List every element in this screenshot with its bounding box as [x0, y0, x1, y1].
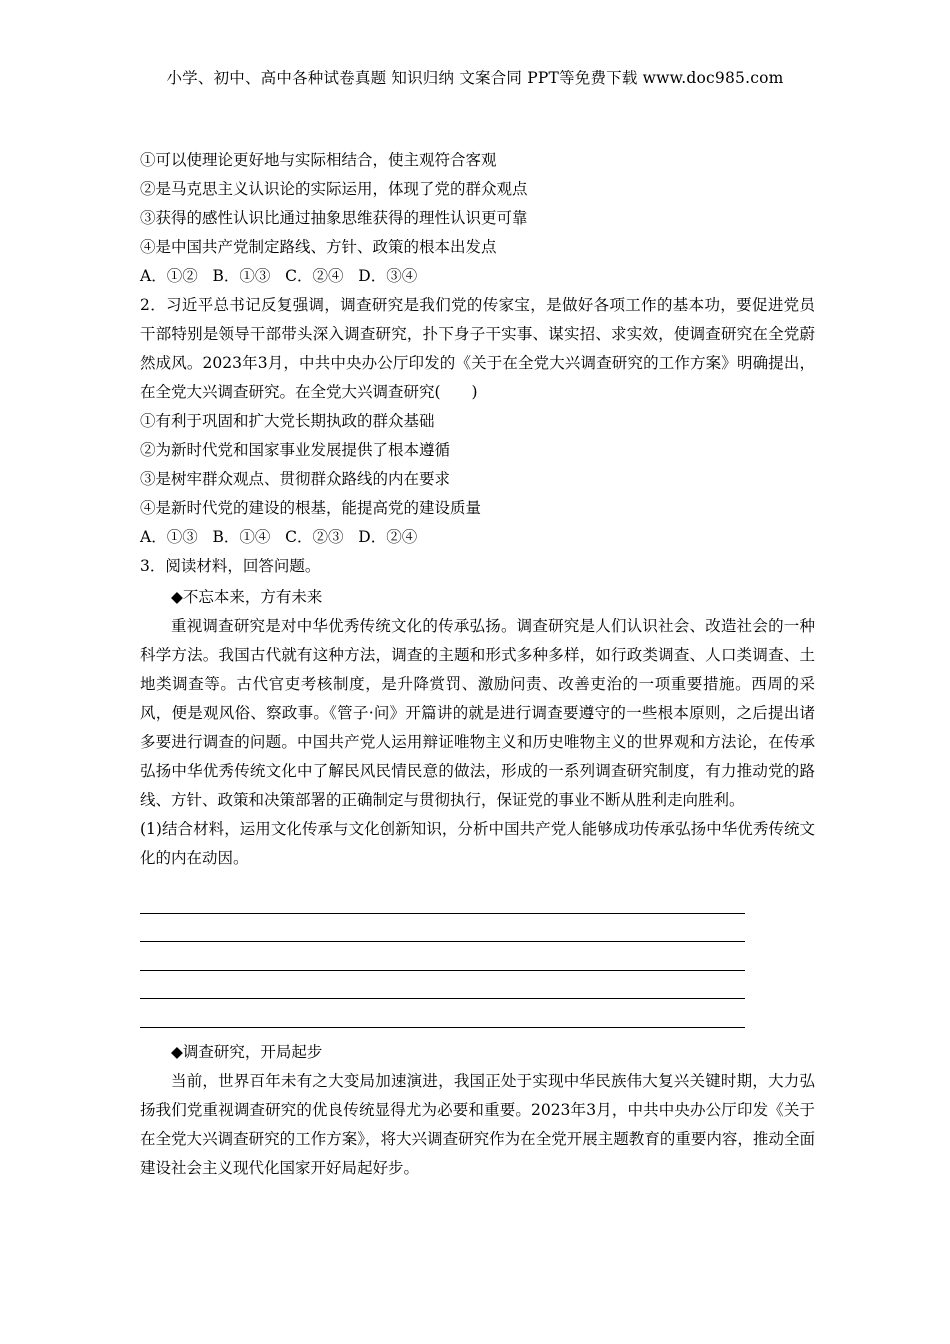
- q2-choices: A．①③ B．①④ C．②③ D．②④: [140, 528, 418, 546]
- answer-line[interactable]: [140, 914, 745, 943]
- answer-lines[interactable]: [140, 885, 745, 1028]
- answer-line[interactable]: [140, 999, 745, 1028]
- page-header: 小学、初中、高中各种试卷真题 知识归纳 文案合同 PPT等免费下载 www.doc985.com: [166, 69, 784, 87]
- document-body: [140, 146, 815, 1183]
- q2-option-1: ①有利于巩固和扩大党长期执政的群众基础: [140, 412, 435, 430]
- q2-stem: 2．习近平总书记反复强调，调查研究是我们党的传家宝，是做好各项工作的基本功，要促进党员干部特别是领导干部带头深入调查研究，扑下身子干实事、谋实招、求实效，使调查研究在全党蔚然成风。2023年3月，中共中央办公厅印发的《关于在全党大兴调查研究的工作方案》明确提出，在全党大兴调查研究。在全党大兴调查研究( ): [140, 296, 815, 401]
- q1-option-2: ②是马克思主义认识论的实际运用，体现了党的群众观点: [140, 180, 528, 198]
- q3-section2-text: 当前，世界百年未有之大变局加速演进，我国正处于实现中华民族伟大复兴关键时期，大力弘扬我们党重视调查研究的优良传统显得尤为必要和重要。2023年3月，中共中央办公厅印发《关于在全党大兴调查研究的工作方案》，将大兴调查研究作为在全党开展主题教育的重要内容，推动全面建设社会主义现代化国家开好局起好步。: [140, 1071, 815, 1177]
- q1-option-3: ③获得的感性认识比通过抽象思维获得的理性认识更可靠: [140, 209, 528, 227]
- q1-option-4: ④是中国共产党制定路线、方针、政策的根本出发点: [140, 238, 497, 256]
- answer-line[interactable]: [140, 971, 745, 1000]
- q1-option-1: ①可以使理论更好地与实际相结合，使主观符合客观: [140, 151, 497, 169]
- q3-section1-title: ◆不忘本来，方有未来: [171, 588, 323, 606]
- answer-line[interactable]: [140, 942, 745, 971]
- q3-section1-text: 重视调查研究是对中华优秀传统文化的传承弘扬。调查研究是人们认识社会、改造社会的一种科学方法。我国古代就有这种方法，调查的主题和形式多种多样，如行政类调查、人口类调查、土地类调查等。古代官吏考核制度，是升降赏罚、激励问责、改善吏治的一项重要措施。西周的采风，便是观风俗、察政事。《管子·问》开篇讲的就是进行调查要遵守的一些根本原则，之后提出诸多要进行调查的问题。中国共产党人运用辩证唯物主义和历史唯物主义的世界观和方法论，在传承弘扬中华优秀传统文化中了解民风民情民意的做法，形成的一系列调查研究制度，有力推动党的路线、方针、政策和决策部署的正确制定与贯彻执行，保证党的事业不断从胜利走向胜利。: [140, 617, 815, 809]
- q2-option-2: ②为新时代党和国家事业发展提供了根本遵循: [140, 441, 451, 459]
- answer-line[interactable]: [140, 885, 745, 914]
- q1-choices: A．①② B．①③ C．②④ D．③④: [140, 267, 418, 285]
- q3-sub1: (1)结合材料，运用文化传承与文化创新知识，分析中国共产党人能够成功传承弘扬中华优秀传统文化的内在动因。: [140, 820, 815, 867]
- q2-option-4: ④是新时代党的建设的根基，能提高党的建设质量: [140, 499, 482, 517]
- q3-intro: 3．阅读材料，回答问题。: [140, 557, 321, 575]
- q2-option-3: ③是树牢群众观点、贯彻群众路线的内在要求: [140, 470, 451, 488]
- q3-section2-title: ◆调查研究，开局起步: [171, 1042, 323, 1061]
